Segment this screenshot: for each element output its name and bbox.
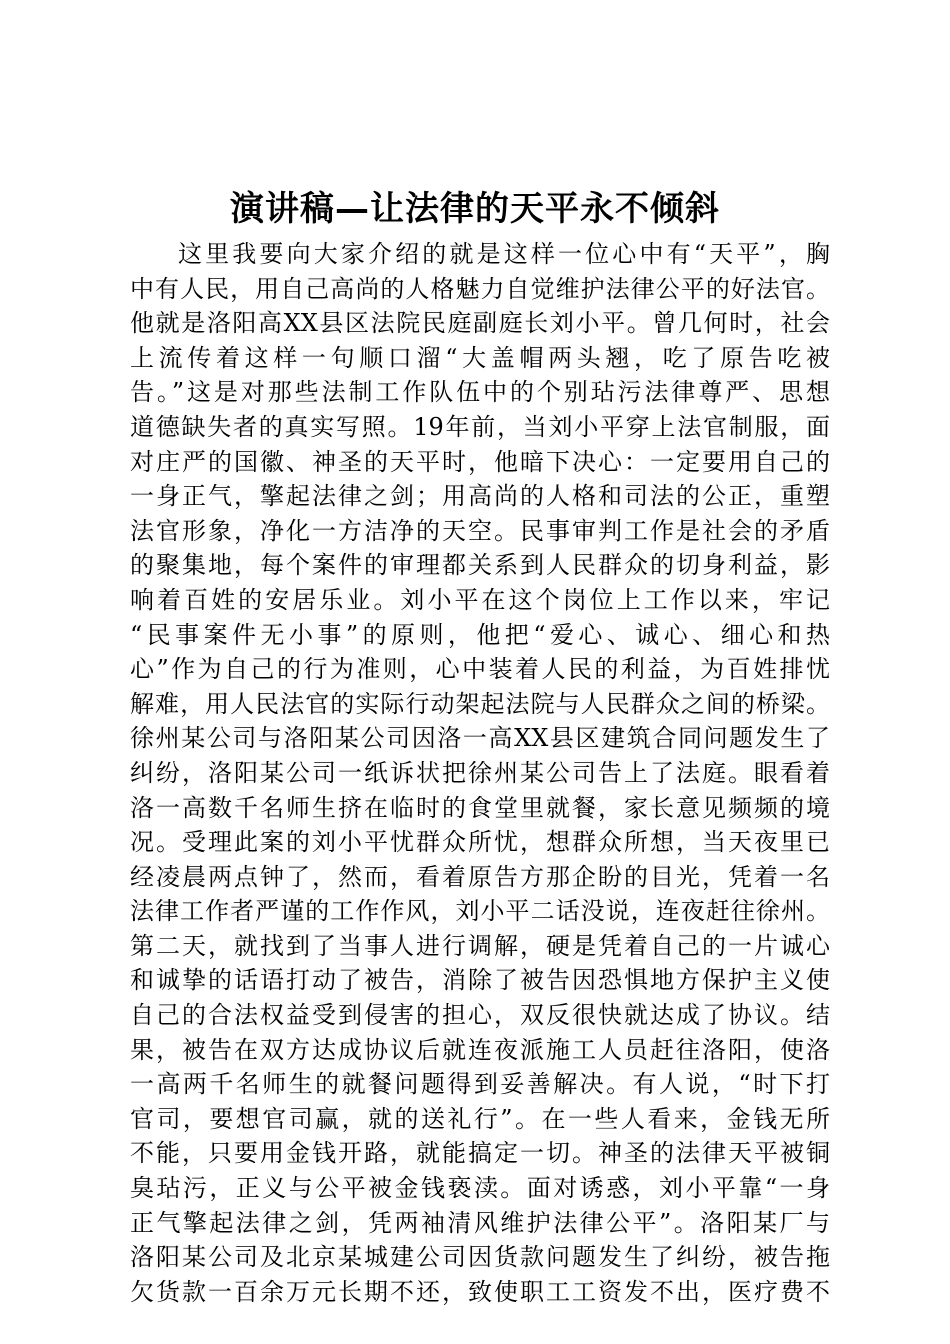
body-line: 欠货款一百余万元长期不还，致使职工工资发不出，医疗费不: [130, 1277, 830, 1306]
document-body: [130, 237, 830, 1309]
body-line: 臭玷污，正义与公平被金钱亵渎。面对诱惑，刘小平靠“一身: [130, 1174, 830, 1203]
body-line: 正气擎起法律之剑，凭两袖清风维护法律公平”。洛阳某厂与: [130, 1208, 830, 1237]
body-line: 一高两千名师生的就餐问题得到妥善解决。有人说，“时下打: [130, 1070, 830, 1099]
body-line: 告。”这是对那些法制工作队伍中的个别玷污法律尊严、思想: [130, 378, 830, 407]
body-line: 况。受理此案的刘小平忧群众所忧，想群众所想，当天夜里已: [130, 828, 830, 857]
body-line: 道德缺失者的真实写照。19年前，当刘小平穿上法官制服，面: [130, 412, 830, 441]
body-line: 法官形象，净化一方洁净的天空。民事审判工作是社会的矛盾: [130, 516, 830, 545]
body-line: 响着百姓的安居乐业。刘小平在这个岗位上工作以来，牢记: [130, 585, 830, 614]
body-line: 这里我要向大家介绍的就是这样一位心中有“天平”，胸: [178, 240, 830, 268]
body-line: 经凌晨两点钟了，然而，看着原告方那企盼的目光，凭着一名: [130, 862, 830, 891]
body-line: 和诚挚的话语打动了被告，消除了被告因恐惧地方保护主义使: [130, 966, 830, 995]
body-line: 上流传着这样一句顺口溜“大盖帽两头翘，吃了原告吃被: [130, 343, 830, 372]
body-line: 官司，要想官司赢，就的送礼行”。在一些人看来，金钱无所: [130, 1104, 830, 1133]
body-line: 纠纷，洛阳某公司一纸诉状把徐州某公司告上了法庭。眼看着: [130, 758, 830, 787]
body-line: 第二天，就找到了当事人进行调解，硬是凭着自己的一片诚心: [130, 931, 830, 960]
body-line: 洛阳某公司及北京某城建公司因货款问题发生了纠纷，被告拖: [130, 1243, 830, 1272]
body-line: “民事案件无小事”的原则，他把“爱心、诚心、细心和热: [130, 620, 830, 649]
body-line: 自己的合法权益受到侵害的担心，双反很快就达成了协议。结: [130, 1001, 830, 1030]
body-line: 的聚集地，每个案件的审理都关系到人民群众的切身利益，影: [130, 551, 830, 580]
body-line: 心”作为自己的行为准则，心中装着人民的利益，为百姓排忧: [130, 655, 830, 684]
body-line: 不能，只要用金钱开路，就能搞定一切。神圣的法律天平被铜: [130, 1139, 830, 1168]
body-line: 解难，用人民法官的实际行动架起法院与人民群众之间的桥梁。: [130, 689, 830, 718]
body-line: 洛一高数千名师生挤在临时的食堂里就餐，家长意见频频的境: [130, 793, 830, 822]
body-line: 对庄严的国徽、神圣的天平时，他暗下决心：一定要用自己的: [130, 447, 830, 476]
document-title: 演讲稿—让法律的天平永不倾斜: [230, 189, 720, 229]
body-line: 果，被告在双方达成协议后就连夜派施工人员赶往洛阳，使洛: [130, 1035, 830, 1064]
body-line: 法律工作者严谨的工作作风，刘小平二话没说，连夜赶往徐州。: [130, 897, 830, 926]
body-line: 徐州某公司与洛阳某公司因洛一高XX县区建筑合同问题发生了: [130, 724, 830, 753]
body-line: 中有人民，用自己高尚的人格魅力自觉维护法律公平的好法官。: [130, 274, 830, 303]
body-line: 一身正气，擎起法律之剑；用高尚的人格和司法的公正，重塑: [130, 482, 830, 511]
body-line: 他就是洛阳高XX县区法院民庭副庭长刘小平。曾几何时，社会: [130, 309, 830, 338]
